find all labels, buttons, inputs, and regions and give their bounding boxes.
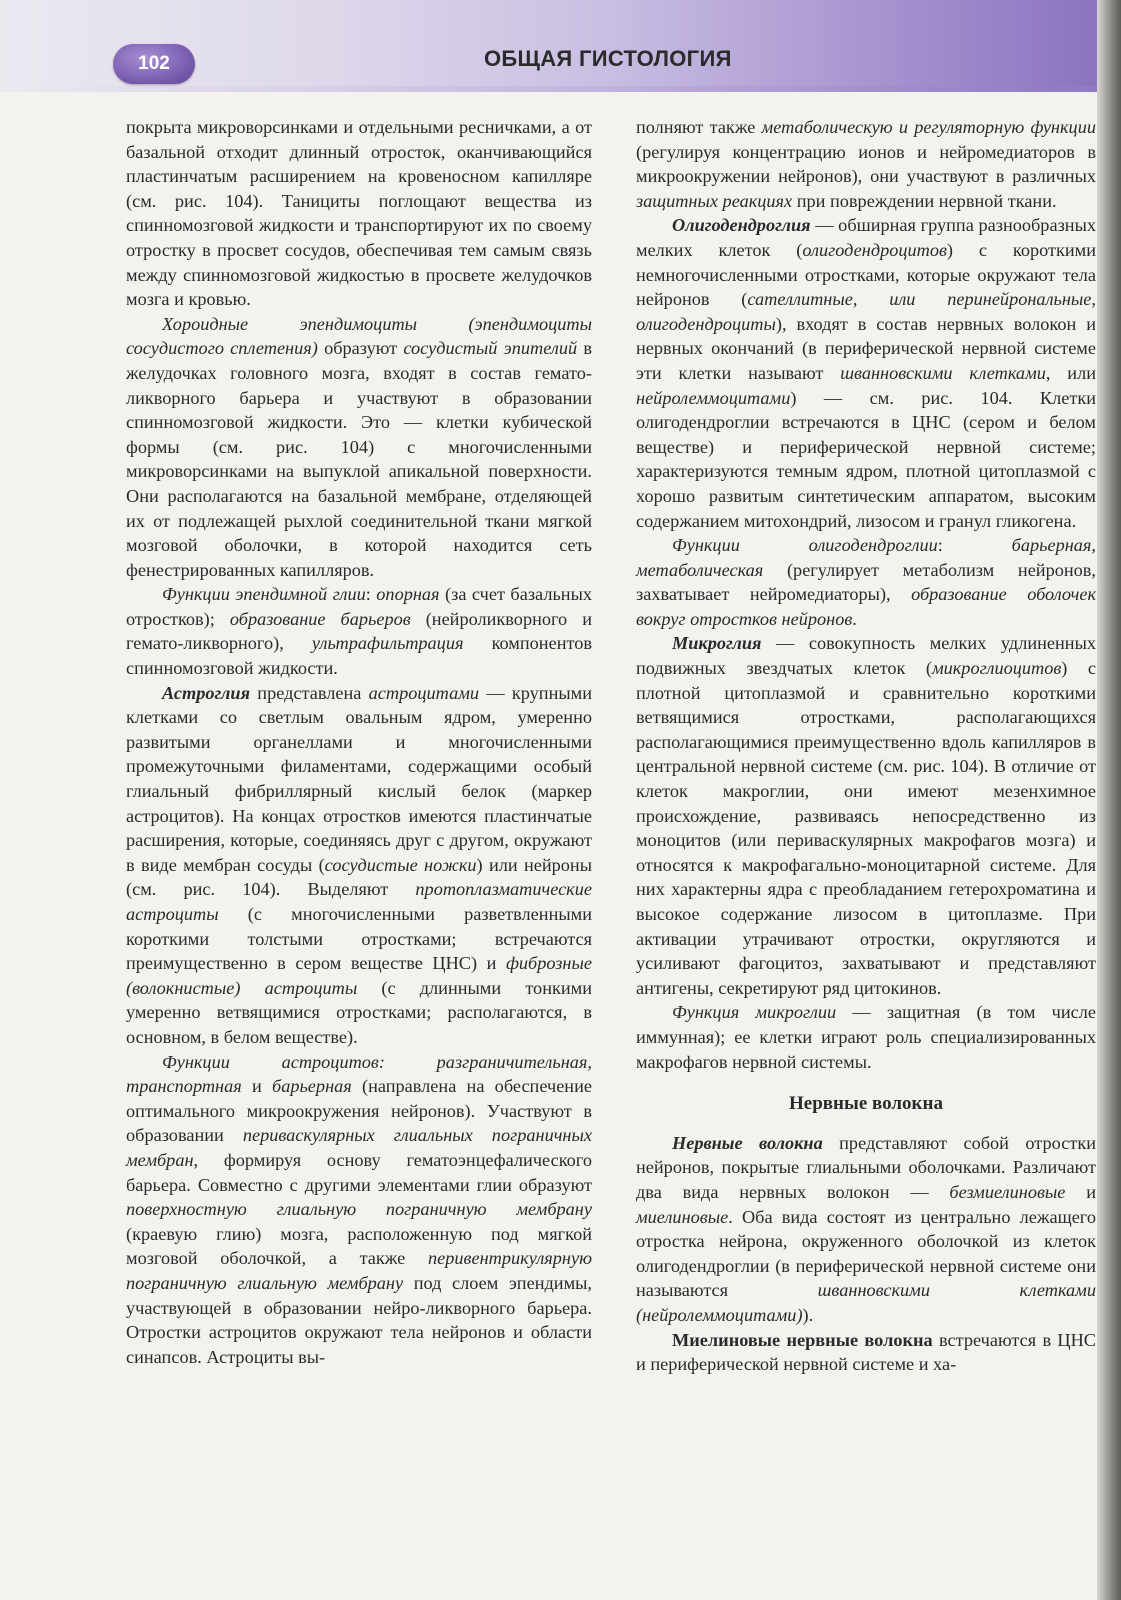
text-run: и [1065,1181,1096,1202]
emphasized-term: периваскулярных глиальных пограничных мембран [126,1125,592,1170]
paragraph [636,213,1096,533]
page-edge-shadow [1097,0,1121,1600]
left-column [126,115,592,1369]
emphasized-term: сосудистый эпителий [403,338,578,359]
emphasized-term: Миелиновые нервные волокна [672,1329,933,1350]
text-run: (краевую глию) мозга, расположенную под мягкой мозговой оболочкой, а также [126,1223,592,1269]
text-run: — совокупность мелких удлиненных подвижных звездчатых клеток ( [636,633,1096,679]
text-run: ) с плотной цитоплазмой и сравнительно короткими ветвящимися отростками, располагающихся располагающимися преимущественно вдоль капилляров в центральной нервной системе (см. рис. 104). В отличие от клеток макроглии, они имеют мезенхимное происхождение, развиваясь непосредственно из моноцитов (или периваскулярных макрофагов мозга) и относятся к макрофагально-моноцитарной системе. Для них характерны ядра с преобладанием гетерохроматина и высокое содержание лизосом в цитоплазме. При активации утрачивают отростки, округляются и усиливают фагоцитоз, захватывают и представляют антигены, секретируют ряд цитокинов. [636,658,1096,998]
text-run: — обширная группа разнообразных мелких клеток ( [636,215,1096,260]
text-run: под слоем эпендимы, участвующей в образовании нейро-ликворного барьера. Отростки астроцитов окружают тела нейронов и области синапсов. Астроциты вы- [126,1272,592,1367]
text-run: и [241,1076,273,1097]
text-run: компонентов спинномозговой жидкости. [126,633,593,679]
paragraph [636,631,1096,1000]
paragraph [126,115,592,312]
text-run: при повреждении нервной ткани. [792,190,1057,211]
text-run: в желудочках головного мозга, входят в состав гемато-ликворного барьера и участвуют в образовании спинномозговой жидкости. Это — клетки кубической формы (см. рис. 104) с многочисленными микроворсинками на выпуклой апикальной поверхности. Они располагаются на базальной мембране, отделяющей их от подлежащей рыхлой соединительной ткани мягкой мозговой оболочки, в которой находится сеть фенестрированных капилляров. [126,338,592,580]
text-run: . [852,608,857,629]
text-run: (регулируя концентрацию ионов и нейромедиаторов в микроокружении нейронов), они участвуют в различных [636,141,1096,187]
text-run: . Оба вида состоят из центрально лежащего отростка нейрона, окруженного оболочкой из клеток олигодендроглии (в периферической нервной системе они называются [636,1206,1096,1301]
paragraph [636,1328,1096,1377]
text-run: образуют [317,338,404,359]
right-column [636,115,1096,1377]
emphasized-term: Функции астроцитов: разграничительная, транспортная [126,1051,592,1097]
text-run: , формируя основу гематоэнцефалического барьера. Совместно с другими элементами глии образуют [126,1149,592,1195]
text-run: (направлена на обеспечение оптимального микроокружения нейронов). Участвуют в образовании [126,1076,592,1146]
emphasized-term: сосудистые ножки [324,854,477,875]
text-run: : [937,535,1012,556]
text-run: (с многочисленными разветвленными короткими толстыми отростками; встречаются преимущественно в сером веществе ЦНС) и [126,904,592,974]
emphasized-term: безмиелиновые [949,1181,1066,1202]
paragraph [126,1050,592,1370]
text-run: (нейроликворного и гемато-ликворного), [126,608,592,654]
text-run: представляют собой отростки нейронов, покрытые глиальными оболочками. Различают два вида нервных волокон — [636,1132,1096,1202]
text-run: : [365,584,377,605]
emphasized-term: Функции эпендимной глии [162,584,366,605]
paragraph [126,312,592,583]
emphasized-term: барьерная [272,1076,352,1097]
emphasized-term: Микроглия [672,633,762,654]
emphasized-term: фиброзные (волокнистые) астроциты [126,953,592,998]
text-run: полняют также [636,117,762,137]
text-run: ). [802,1304,814,1325]
emphasized-term: Функции олигодендроглии [672,535,938,556]
text-run: покрыта микроворсинками и отдельными ресничками, а от базальной отходит длинный отросток, оканчивающийся пластинчатым расширением на кровеносном капилляре (см. рис. 104). Танициты поглощают вещества из спинномозговой жидкости и транспортируют их по своему отростку в просвет сосудов, обеспечивая тем самым связь между спинномозговой жидкостью в просвете желудочков мозга и кровью. [126,117,592,310]
text-run: (за счет базальных отростков); [126,584,593,629]
emphasized-term: защитных реакциях [636,190,793,211]
text-run: — крупными клетками со светлым овальным ядром, умеренно развитыми органеллами и многочисленными промежуточными филаментами, содержащими особый глиальный фибриллярный кислый белок (маркер астроцитов). На концах отростков имеются пластинчатые расширения, которые, соединяясь друг с другом, окружают в виде мембран сосуды ( [126,682,592,875]
paragraph [636,1000,1096,1074]
emphasized-term: перивентрикулярную пограничную глиальную мембрану [126,1248,592,1293]
section-title: ОБЩАЯ ГИСТОЛОГИЯ [484,46,732,71]
emphasized-term: Астроглия [162,682,251,703]
emphasized-term: Функция микроглии [672,1002,837,1023]
emphasized-term: шванновскими клетками (нейролеммоцитами) [636,1280,1096,1325]
paragraph [126,582,592,680]
page-number-badge: 102 [113,44,195,84]
emphasized-term: нейролеммоцитами [636,387,791,408]
emphasized-term: образование барьеров [229,608,411,629]
text-run: ) или нейроны (см. рис. 104). Выделяют [126,854,593,900]
emphasized-term: опорная [376,584,440,605]
text-run: (с длинными тонкими умеренно ветвящимися отростками; располагаются, в основном, в белом веществе). [126,977,593,1047]
emphasized-term: метаболическую и регуляторную функции [761,117,1096,137]
emphasized-term: астроцитами [368,682,480,703]
text-run: , или [1045,362,1096,383]
paragraph [636,1131,1096,1328]
text-run: ), входят в состав нервных волокон и нервных окончаний (в периферической нервной системе эти клетки называют [636,313,1096,383]
paragraph [636,115,1096,213]
subheading-nerve-fibers: Нервные волокна [789,1093,943,1115]
emphasized-term: ультрафильтрация [311,633,464,654]
text-run: ) — см. рис. 104. Клетки олигодендроглии встречаются в ЦНС (сером и белом веществе) и периферической нервной системе; характеризуются темным ядром, плотной цитоплазмой с хорошо развитым синтетическим аппаратом, высоким содержанием митохондрий, лизосом и гранул гликогена. [636,387,1096,531]
text-run: (регулирует метаболизм нейронов, захватывает нейромедиаторы), [636,559,1096,605]
emphasized-term: олигодендроцитов [802,239,947,260]
emphasized-term: поверхностную глиальную пограничную мембрану [126,1199,592,1220]
paragraph [636,533,1096,631]
text-run: встречаются в ЦНС и периферической нервной системе и ха- [636,1329,1096,1375]
emphasized-term: Нервные волокна [672,1132,823,1153]
text-run: представлена [250,682,369,703]
emphasized-term: шванновскими клетками [840,362,1046,383]
emphasized-term: миелиновые [636,1206,729,1227]
emphasized-term: сателлитные, или перинейрональные, олигодендроциты [636,289,1096,334]
text-run: — защитная (в том числе иммунная); ее клетки играют роль специализированных макрофагов нервной системы. [636,1002,1097,1072]
emphasized-term: протоплазматические астроциты [126,879,592,924]
emphasized-term: Олигодендроглия [672,215,811,236]
emphasized-term: микроглиоцитов [931,658,1062,679]
paragraph [126,681,592,1050]
emphasized-term: барьерная, метаболическая [636,535,1096,580]
emphasized-term: образование оболочек вокруг отростков нейронов [636,584,1096,629]
text-run: ) с короткими немногочисленными отростками, которые окружают тела нейронов ( [636,239,1097,310]
emphasized-term: Хороидные эпендимоциты (эпендимоциты сосудистого сплетения) [126,313,592,359]
